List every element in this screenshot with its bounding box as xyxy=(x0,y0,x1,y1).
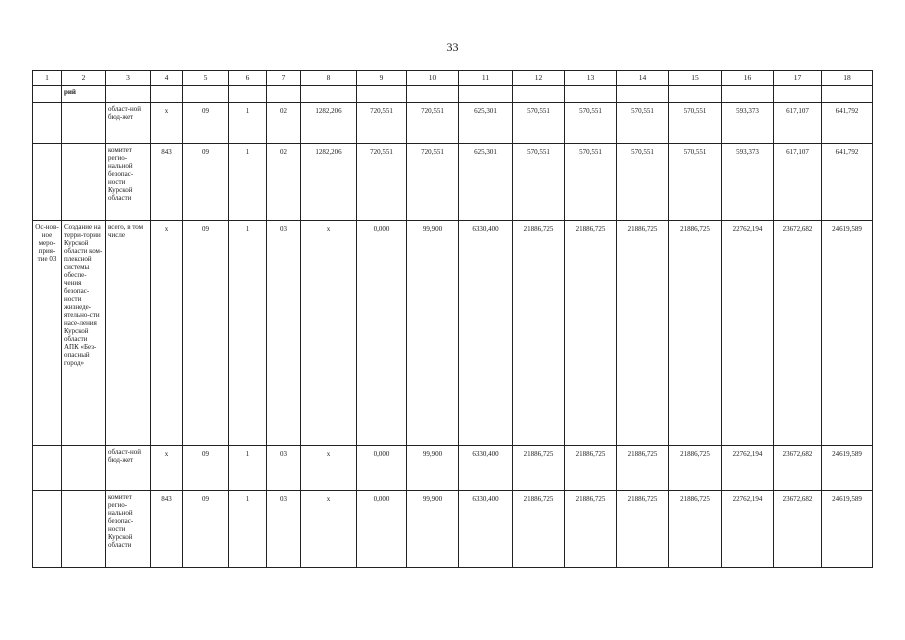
table-cell: Создание на терри-тории Курской области ком-плексной системы обеспе-чения безопас-ности жизнеде-ятельно-сти насе-ления Курской области АПК «Без-опасный город» xyxy=(62,221,106,446)
table-cell: 1282,206 xyxy=(301,144,357,221)
table-cell: 09 xyxy=(183,144,229,221)
table-cell xyxy=(669,86,722,103)
table-row xyxy=(33,103,873,144)
table-cell: 641,792 xyxy=(822,103,873,144)
table-cell: 99,900 xyxy=(407,491,459,568)
table-cell: 570,551 xyxy=(513,144,565,221)
table-cell: 843 xyxy=(151,144,183,221)
table-cell: 625,301 xyxy=(459,103,513,144)
table-cell: 617,107 xyxy=(774,103,822,144)
table-row xyxy=(33,491,873,568)
table-cell: 1 xyxy=(229,144,267,221)
table-cell xyxy=(229,86,267,103)
table-cell: 0,000 xyxy=(357,446,407,491)
table-cell: 24619,589 xyxy=(822,446,873,491)
table-cell: всего, в том числе xyxy=(106,221,151,446)
table-cell xyxy=(62,446,106,491)
table-cell: 570,551 xyxy=(565,144,617,221)
table-cell: 6330,400 xyxy=(459,221,513,446)
column-header: 18 xyxy=(822,71,873,86)
table-cell: комитет регио-нальной безопас-ности Курской области xyxy=(106,144,151,221)
column-header: 7 xyxy=(267,71,301,86)
table-cell: 1 xyxy=(229,221,267,446)
table-cell: комитет регио-нальной безопас-ности Курской области xyxy=(106,491,151,568)
table-cell: 22762,194 xyxy=(722,446,774,491)
table-cell xyxy=(513,86,565,103)
table-cell: 570,551 xyxy=(565,103,617,144)
table-cell xyxy=(459,86,513,103)
column-header: 13 xyxy=(565,71,617,86)
budget-table xyxy=(32,70,873,568)
table-cell: 593,373 xyxy=(722,103,774,144)
column-header: 10 xyxy=(407,71,459,86)
table-cell: 0,000 xyxy=(357,491,407,568)
table-cell: 625,301 xyxy=(459,144,513,221)
table-cell: 99,900 xyxy=(407,221,459,446)
table-cell: 02 xyxy=(267,144,301,221)
table-cell: 0,000 xyxy=(357,221,407,446)
column-header: 14 xyxy=(617,71,669,86)
table-cell: х xyxy=(301,446,357,491)
table-cell: 21886,725 xyxy=(617,491,669,568)
column-header: 4 xyxy=(151,71,183,86)
table-cell: 23672,682 xyxy=(774,446,822,491)
table-cell: 21886,725 xyxy=(565,221,617,446)
column-header: 9 xyxy=(357,71,407,86)
header-row xyxy=(33,71,873,86)
table-cell: 570,551 xyxy=(669,103,722,144)
table-cell: х xyxy=(151,446,183,491)
table-cell: 1 xyxy=(229,103,267,144)
table-cell: 570,551 xyxy=(617,144,669,221)
table-cell xyxy=(407,86,459,103)
table-cell xyxy=(62,491,106,568)
table-cell: 09 xyxy=(183,103,229,144)
table-cell xyxy=(33,144,62,221)
table-cell: 21886,725 xyxy=(513,221,565,446)
table-cell xyxy=(774,86,822,103)
table-cell xyxy=(33,446,62,491)
table-cell: 24619,589 xyxy=(822,491,873,568)
table-cell: х xyxy=(151,103,183,144)
column-header: 12 xyxy=(513,71,565,86)
table-cell: 21886,725 xyxy=(617,446,669,491)
table-cell: 21886,725 xyxy=(513,446,565,491)
table-cell: 24619,589 xyxy=(822,221,873,446)
table-cell: 641,792 xyxy=(822,144,873,221)
table-cell: Ос-нов-ное меро-прия-тие 03 xyxy=(33,221,62,446)
table-cell: 570,551 xyxy=(669,144,722,221)
table-cell: 99,900 xyxy=(407,446,459,491)
table-cell: 22762,194 xyxy=(722,491,774,568)
table-cell: 6330,400 xyxy=(459,491,513,568)
table-cell: 570,551 xyxy=(513,103,565,144)
table-cell xyxy=(33,491,62,568)
table-cell: 22762,194 xyxy=(722,221,774,446)
table-cell: х xyxy=(301,221,357,446)
table-cell: 23672,682 xyxy=(774,221,822,446)
column-header: 2 xyxy=(62,71,106,86)
table-cell: 720,551 xyxy=(407,103,459,144)
table-cell: област-ной бюд-жет xyxy=(106,103,151,144)
column-header: 17 xyxy=(774,71,822,86)
column-header: 16 xyxy=(722,71,774,86)
table-cell: 1 xyxy=(229,446,267,491)
table-cell: 09 xyxy=(183,491,229,568)
table-cell: 09 xyxy=(183,221,229,446)
table-row xyxy=(33,446,873,491)
table-cell: 03 xyxy=(267,446,301,491)
table-cell xyxy=(151,86,183,103)
table-cell: област-ной бюд-жет xyxy=(106,446,151,491)
column-header: 1 xyxy=(33,71,62,86)
table-cell xyxy=(822,86,873,103)
table-cell: 21886,725 xyxy=(669,446,722,491)
table-cell: 593,373 xyxy=(722,144,774,221)
table-cell: 03 xyxy=(267,491,301,568)
table-cell: 720,551 xyxy=(357,103,407,144)
table-cell xyxy=(565,86,617,103)
column-header: 3 xyxy=(106,71,151,86)
table-row xyxy=(33,221,873,446)
column-header: 5 xyxy=(183,71,229,86)
table-cell xyxy=(267,86,301,103)
table-cell: 02 xyxy=(267,103,301,144)
table-cell xyxy=(722,86,774,103)
table-cell: 21886,725 xyxy=(669,491,722,568)
table-cell: 1 xyxy=(229,491,267,568)
table-cell: 21886,725 xyxy=(565,446,617,491)
table-cell xyxy=(106,86,151,103)
table-cell: х xyxy=(301,491,357,568)
table-row xyxy=(33,86,873,103)
table-cell: 720,551 xyxy=(357,144,407,221)
table-cell: 03 xyxy=(267,221,301,446)
table-cell: 23672,682 xyxy=(774,491,822,568)
table-cell xyxy=(62,144,106,221)
column-header: 6 xyxy=(229,71,267,86)
table-cell xyxy=(301,86,357,103)
table-cell: 21886,725 xyxy=(617,221,669,446)
table-cell: 6330,400 xyxy=(459,446,513,491)
table-cell: 21886,725 xyxy=(565,491,617,568)
table-cell: х xyxy=(151,221,183,446)
table-cell: рий xyxy=(62,86,106,103)
page-number: 33 xyxy=(446,40,459,54)
table-cell: 09 xyxy=(183,446,229,491)
column-header: 11 xyxy=(459,71,513,86)
table-cell: 1282,206 xyxy=(301,103,357,144)
table-cell xyxy=(357,86,407,103)
column-header: 8 xyxy=(301,71,357,86)
table-row xyxy=(33,144,873,221)
table-cell xyxy=(617,86,669,103)
column-header: 15 xyxy=(669,71,722,86)
table-cell xyxy=(183,86,229,103)
table-cell xyxy=(33,103,62,144)
table-cell: 720,551 xyxy=(407,144,459,221)
table-cell: 570,551 xyxy=(617,103,669,144)
table-cell: 21886,725 xyxy=(669,221,722,446)
table-cell: 843 xyxy=(151,491,183,568)
table-cell: 21886,725 xyxy=(513,491,565,568)
table-cell xyxy=(33,86,62,103)
table-cell xyxy=(62,103,106,144)
table-cell: 617,107 xyxy=(774,144,822,221)
